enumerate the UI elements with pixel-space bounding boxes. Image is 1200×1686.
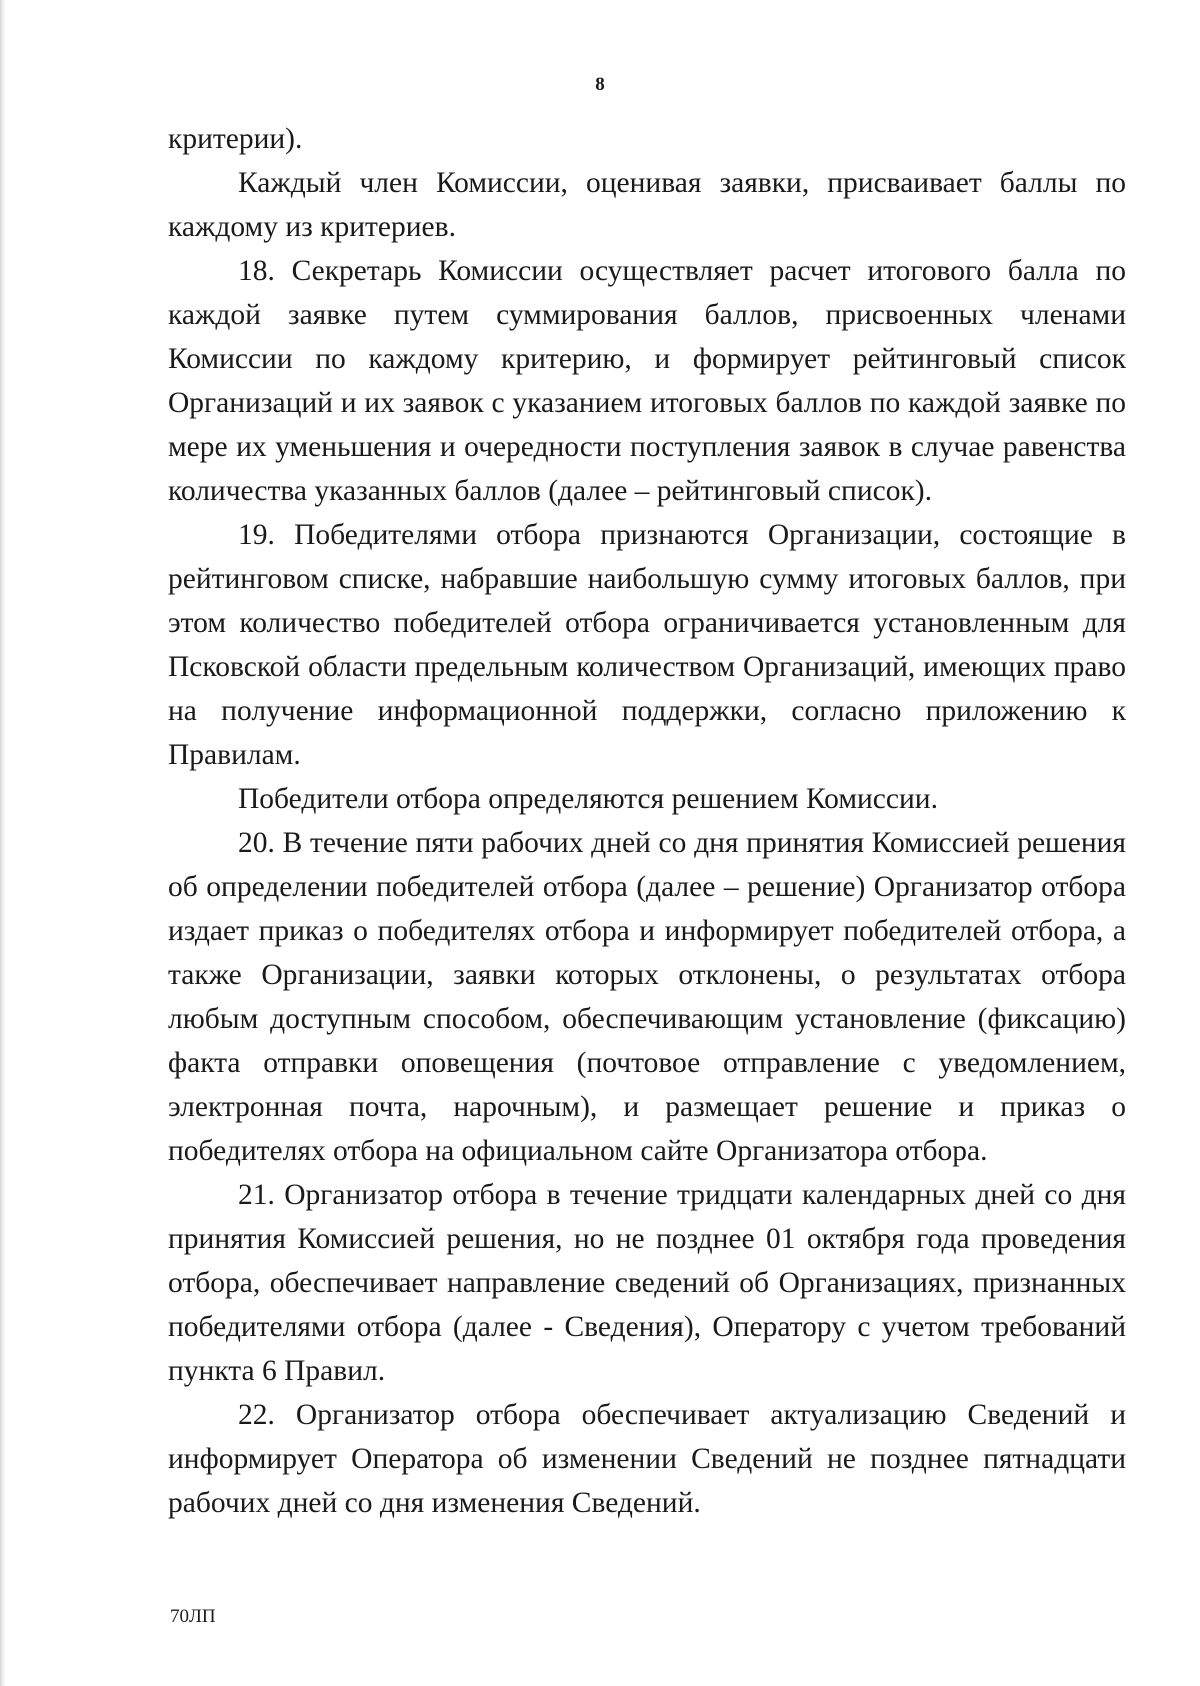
- paragraph: критерии).: [168, 123, 303, 155]
- paragraph-item-20: 20. В течение пяти рабочих дней со дня принятия Комиссией решения об определении победителей отбора (далее – решение) Организатор отбора издает приказ о победителях отбора и информирует победителей отбора, а также Организации, заявки которых отклонены, о результатах отбора любым доступным способом, обеспечивающим установление (фиксацию) факта отправки оповещения (почтовое отправление с уведомлением, электронная почта, нарочным), и размещает решение и приказ о победителях отбора на официальном сайте Организатора отбора.: [168, 827, 1126, 1167]
- document-body: [168, 117, 1126, 1525]
- paragraph-item-21: 21. Организатор отбора в течение тридцати календарных дней со дня принятия Комиссией решения, но не позднее 01 октября года проведения отбора, обеспечивает направление сведений об Организациях, признанных победителями отбора (далее - Сведения), Оператору с учетом требований пункта 6 Правил.: [168, 1179, 1126, 1387]
- page-number: 8: [595, 74, 605, 95]
- paragraph-item-19: 19. Победителями отбора признаются Организации, состоящие в рейтинговом списке, набравшие наибольшую сумму итоговых баллов, при этом количество победителей отбора ограничивается установленным для Псковской области предельным количеством Организаций, имеющих право на получение информационной поддержки, согласно приложению к Правилам.: [168, 519, 1126, 771]
- paragraph-item-18: 18. Секретарь Комиссии осуществляет расчет итогового балла по каждой заявке путем суммирования баллов, присвоенных членами Комиссии по каждому критерию, и формирует рейтинговый список Организаций и их заявок с указанием итоговых баллов по каждой заявке по мере их уменьшения и очередности поступления заявок в случае равенства количества указанных баллов (далее – рейтинговый список).: [168, 255, 1126, 507]
- paragraph: Победители отбора определяются решением Комиссии.: [238, 783, 938, 815]
- paragraph-item-22: 22. Организатор отбора обеспечивает актуализацию Сведений и информирует Оператора об изменении Сведений не позднее пятнадцати рабочих дней со дня изменения Сведений.: [168, 1399, 1126, 1519]
- footer-document-code: 70ЛП: [170, 1606, 216, 1627]
- scan-edge: [0, 0, 6, 1686]
- paragraph: Каждый член Комиссии, оценивая заявки, присваивает баллы по каждому из критериев.: [168, 167, 1126, 243]
